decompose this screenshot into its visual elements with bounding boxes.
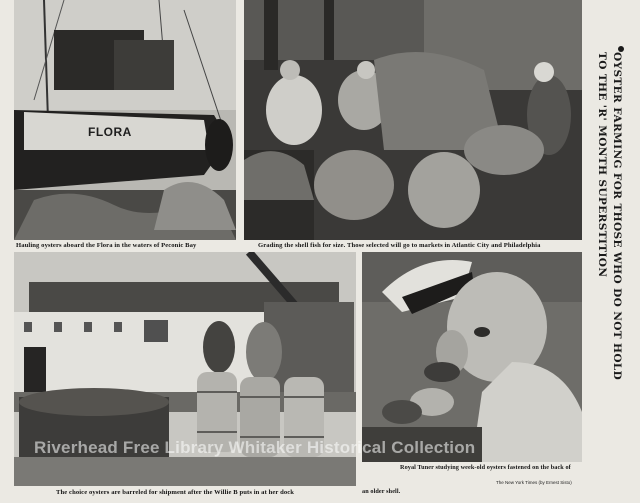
boat-illustration bbox=[14, 0, 236, 240]
caption-boat: Hauling oysters aboard the Flora in the waters of Peconic Bay bbox=[16, 242, 197, 249]
photo-grading-oysters bbox=[244, 0, 582, 240]
caption-tuner-line2: an older shell. bbox=[362, 488, 401, 495]
headline bbox=[596, 52, 640, 412]
caption-grading: Grading the shell fish for size. Those selected will go to markets in Atlantic City and Philadelphia bbox=[258, 242, 541, 249]
photo-credit: The New York Times (by Ernest Sisto) bbox=[496, 480, 572, 485]
caption-tuner-line1: Royal Tuner studying week-old oysters fastened on the back of bbox=[400, 464, 571, 471]
photo-boat-flora bbox=[14, 0, 236, 240]
headline-line2: TO THE 'R' MONTH SUPERSTITION bbox=[596, 52, 608, 278]
tuner-illustration bbox=[362, 252, 582, 462]
grading-illustration bbox=[244, 0, 582, 240]
caption-barrels: The choice oysters are barreled for shipment after the Willie B puts in at her dock bbox=[56, 489, 295, 496]
photo-royal-tuner bbox=[362, 252, 582, 462]
watermark: Riverhead Free Library Whitaker Historical Collection bbox=[34, 438, 476, 457]
boat-name-label: FLORA bbox=[88, 125, 132, 139]
headline-line1: OYSTER FARMING FOR THOSE WHO DO NOT HOLD bbox=[611, 52, 623, 381]
